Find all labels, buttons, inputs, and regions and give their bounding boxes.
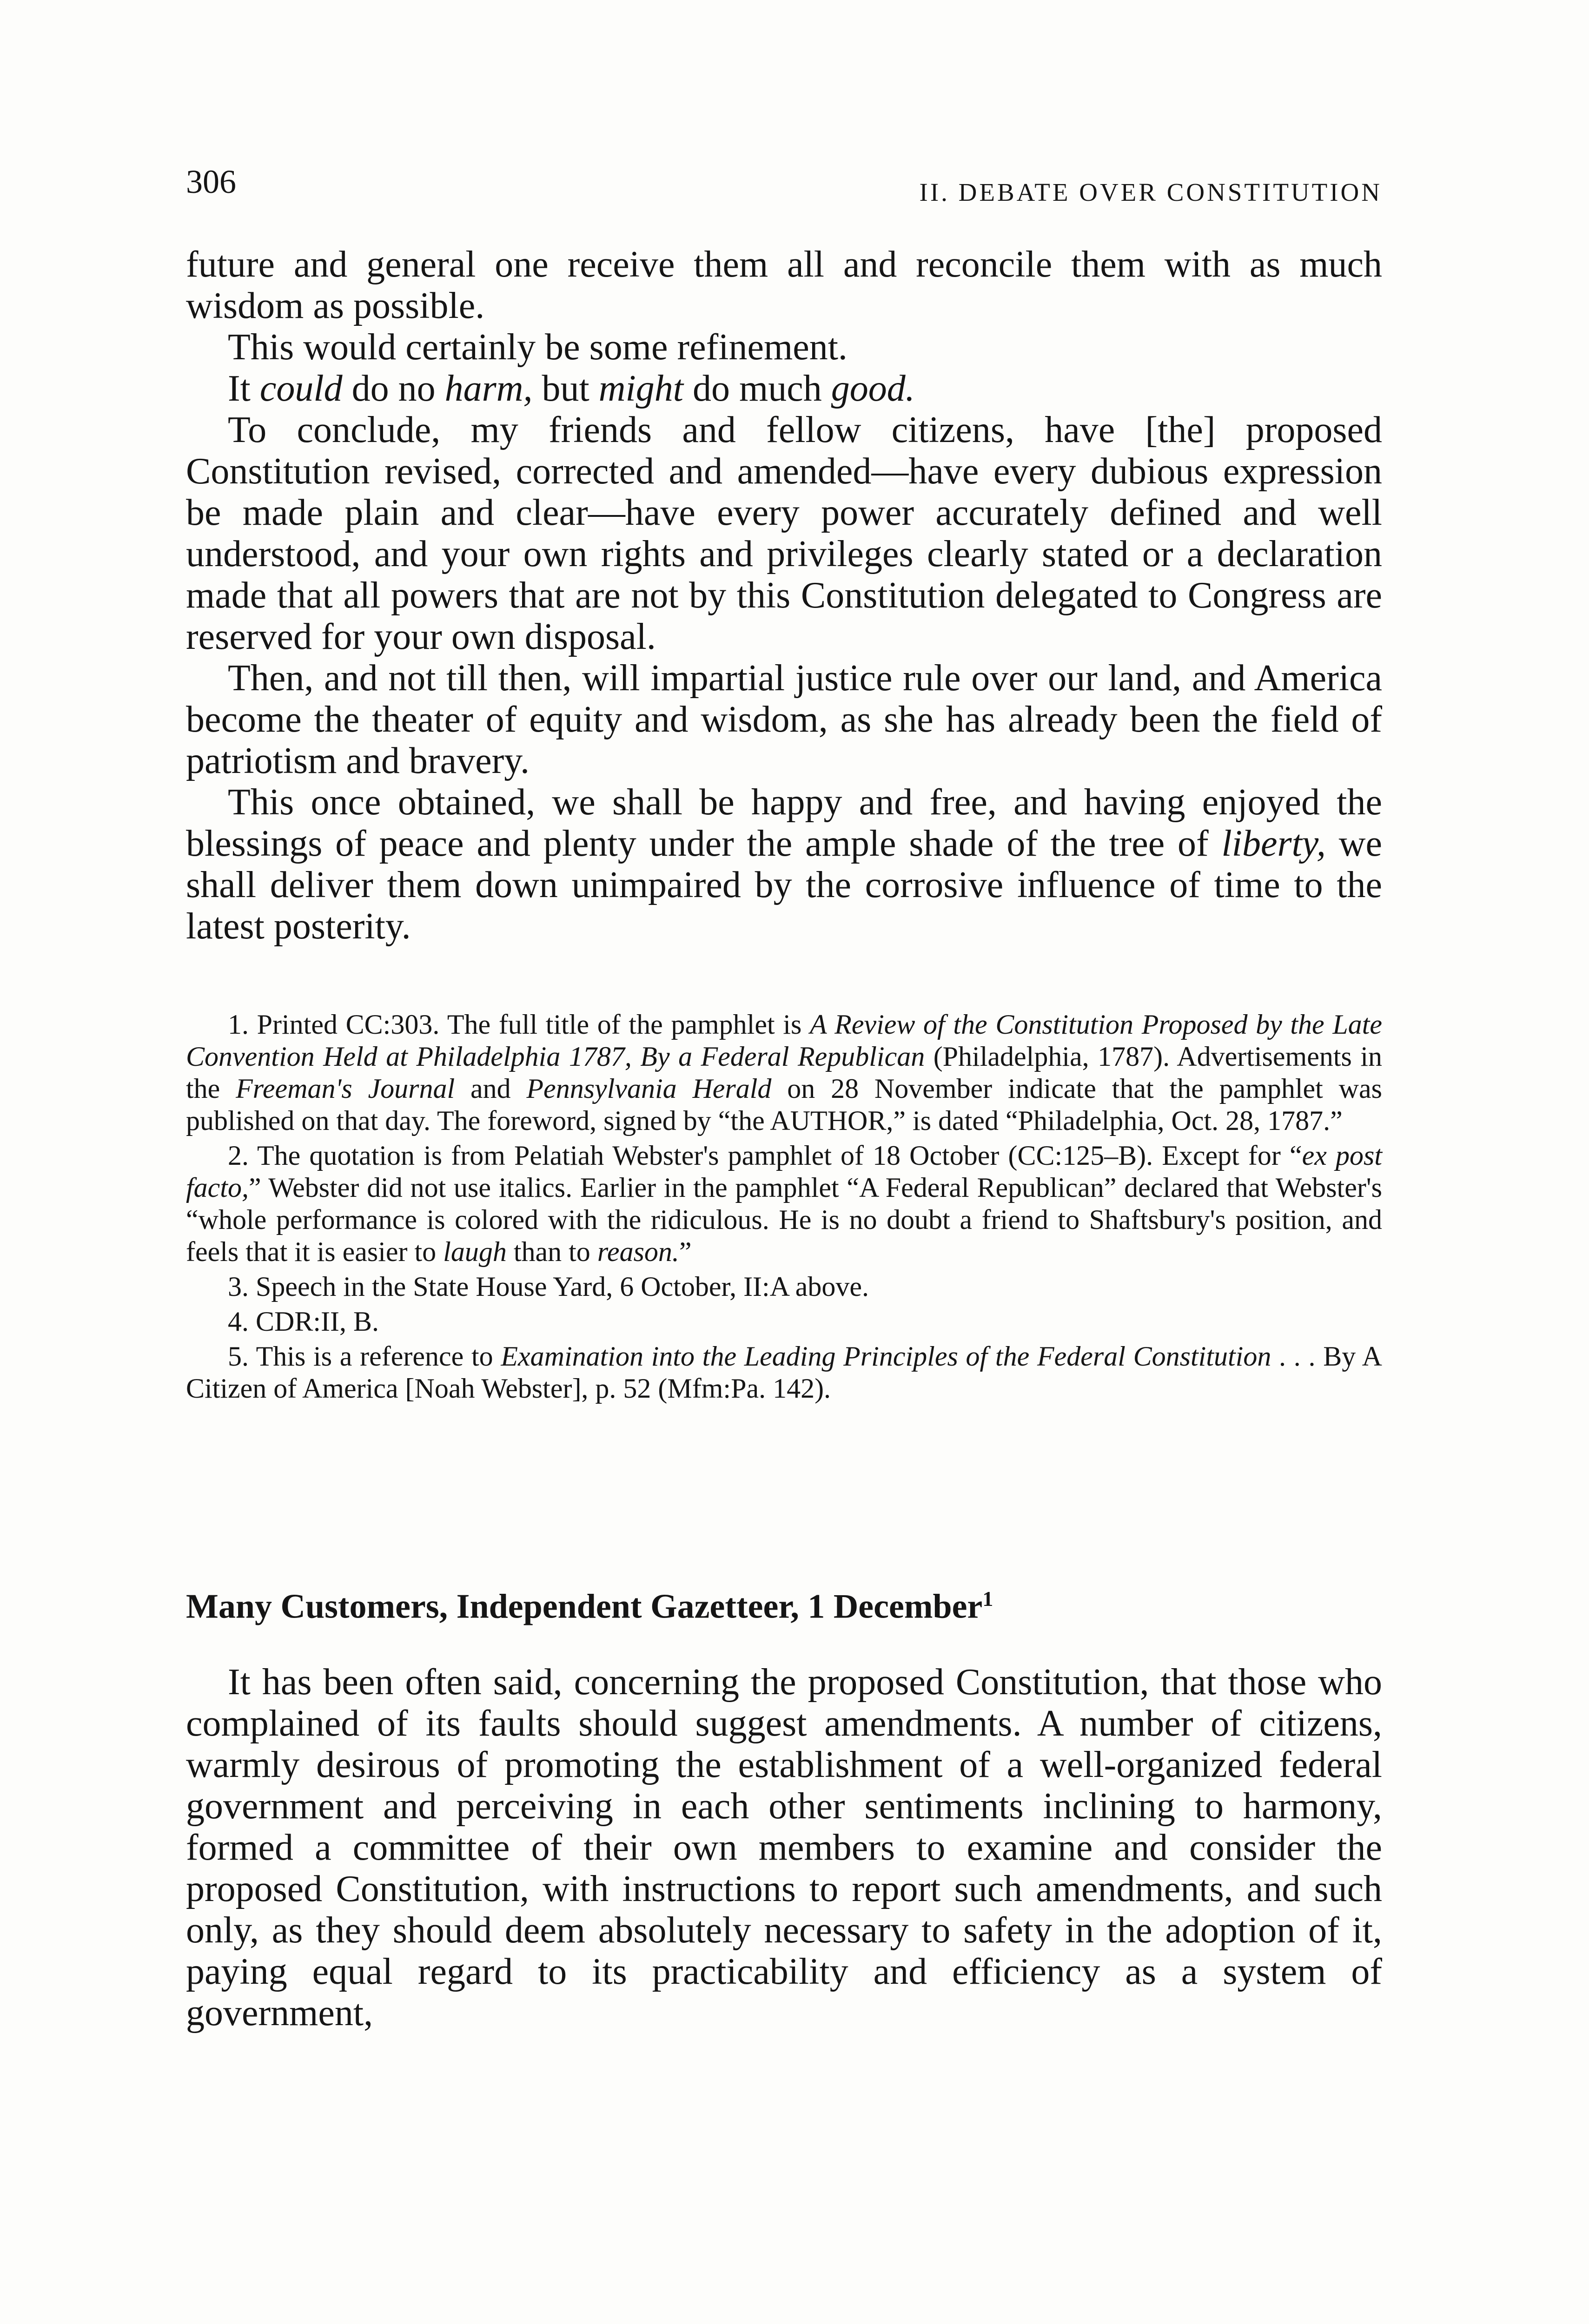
- text-run: but: [532, 368, 599, 409]
- text-run: This once obtained, we shall be happy and free, and having enjoyed the blessings of peace and plenty under the ample shade of the tree of: [186, 782, 1382, 864]
- italic-text: ex post facto,: [186, 1140, 1383, 1203]
- paragraph: To conclude, my friends and fellow citizens, have [the] proposed Constitution revised, corrected and amended—have every dubious expression be made plain and clear—have every power accurately defined and well understood, and your own rights and privileges clearly stated or a declaration made that all powers that are not by this Constitution delegated to Congress are reserved for your own disposal.: [186, 409, 1382, 657]
- italic-text: laugh: [443, 1236, 507, 1267]
- italic-text: good.: [831, 368, 915, 409]
- page-number: 306: [186, 163, 236, 200]
- footnote: [186, 1140, 1382, 1268]
- text-run: (Philadelphia, 1787). Advertisements in the: [186, 1041, 1382, 1104]
- page-header: [186, 163, 1382, 214]
- text-run: 5. This is a reference to: [228, 1341, 501, 1372]
- footnote: 4. CDR:II, B.: [228, 1306, 379, 1337]
- section-heading: [186, 1578, 1382, 1628]
- paragraph: This would certainly be some refinement.: [228, 327, 847, 368]
- text-run: on 28 November indicate that the pamphlet was published on that day. The foreword, signed by “the AUTHOR,” is dated “Philadelphia, Oct. 28, 1787.”: [186, 1073, 1382, 1136]
- text-run: do no: [342, 368, 445, 409]
- italic-text: A Review of the Constitution Proposed by the Late Convention Held at Philadelphia 1787, By a Federal Republican: [186, 1009, 1383, 1072]
- footnote-marker: 1: [982, 1587, 993, 1611]
- footnotes: [186, 1009, 1382, 1407]
- italic-text: Pennsylvania Herald: [526, 1073, 772, 1104]
- paragraph: Then, and not till then, will impartial justice rule over our land, and America become the theater of equity and wisdom, as she has already been the field of patriotism and bravery.: [186, 658, 1382, 781]
- heading-text: Many Customers, Independent Gazetteer, 1 December: [186, 1587, 983, 1626]
- paragraph: [186, 782, 1382, 947]
- text-run: we shall deliver them down unimpaired by the corrosive influence of time to the latest posterity.: [186, 823, 1383, 947]
- paragraph: future and general one receive them all and reconcile them with as much wisdom as possible.: [186, 244, 1382, 326]
- running-head: II. DEBATE OVER CONSTITUTION: [919, 178, 1382, 206]
- text-run: ” Webster did not use italics. Earlier in the pamphlet “A Federal Republican” declared that Webster's “whole performance is colored with the ridiculous. He is no doubt a friend to Shaftsbury's position, and feels that it is easier to: [186, 1172, 1382, 1267]
- italic-text: reason.: [597, 1236, 679, 1267]
- italic-text: might: [598, 368, 683, 409]
- text-run: . . . By A Citizen of America [Noah Webster], p. 52 (Mfm:Pa. 142).: [186, 1341, 1382, 1404]
- text-run: It: [228, 368, 260, 409]
- paragraph: It has been often said, concerning the proposed Constitution, that those who complained of its faults should suggest amendments. A number of citizens, warmly desirous of promoting the establishment of a well-organized federal government and perceiving in each other sentiments inclining to harmony, formed a committee of their own members to examine and consider the proposed Constitution, with instructions to report such amendments, and such only, as they should deem absolutely necessary to safety in the adoption of it, paying equal regard to its practicability and efficiency as a system of government,: [186, 1662, 1382, 2034]
- text-run: and: [455, 1073, 527, 1104]
- text-run: 2. The quotation is from Pelatiah Webster's pamphlet of 18 October (CC:125–B). Except for “: [228, 1140, 1302, 1171]
- italic-text: Freeman's Journal: [236, 1073, 455, 1104]
- text-run: do much: [683, 368, 831, 409]
- text-run: ”: [679, 1236, 692, 1267]
- footnote: 3. Speech in the State House Yard, 6 October, II:A above.: [228, 1271, 869, 1302]
- section-body: [186, 1662, 1382, 2034]
- body-text: [186, 244, 1382, 947]
- footnote: [186, 1009, 1382, 1137]
- italic-text: Examination into the Leading Principles of the Federal Constitution: [501, 1341, 1271, 1372]
- italic-text: liberty,: [1221, 823, 1326, 864]
- italic-text: could: [259, 368, 343, 409]
- text-run: than to: [506, 1236, 597, 1267]
- footnote: [186, 1340, 1382, 1405]
- text-run: 1. Printed CC:303. The full title of the pamphlet is: [228, 1009, 810, 1040]
- italic-text: harm,: [444, 368, 533, 409]
- paragraph: [186, 368, 1382, 409]
